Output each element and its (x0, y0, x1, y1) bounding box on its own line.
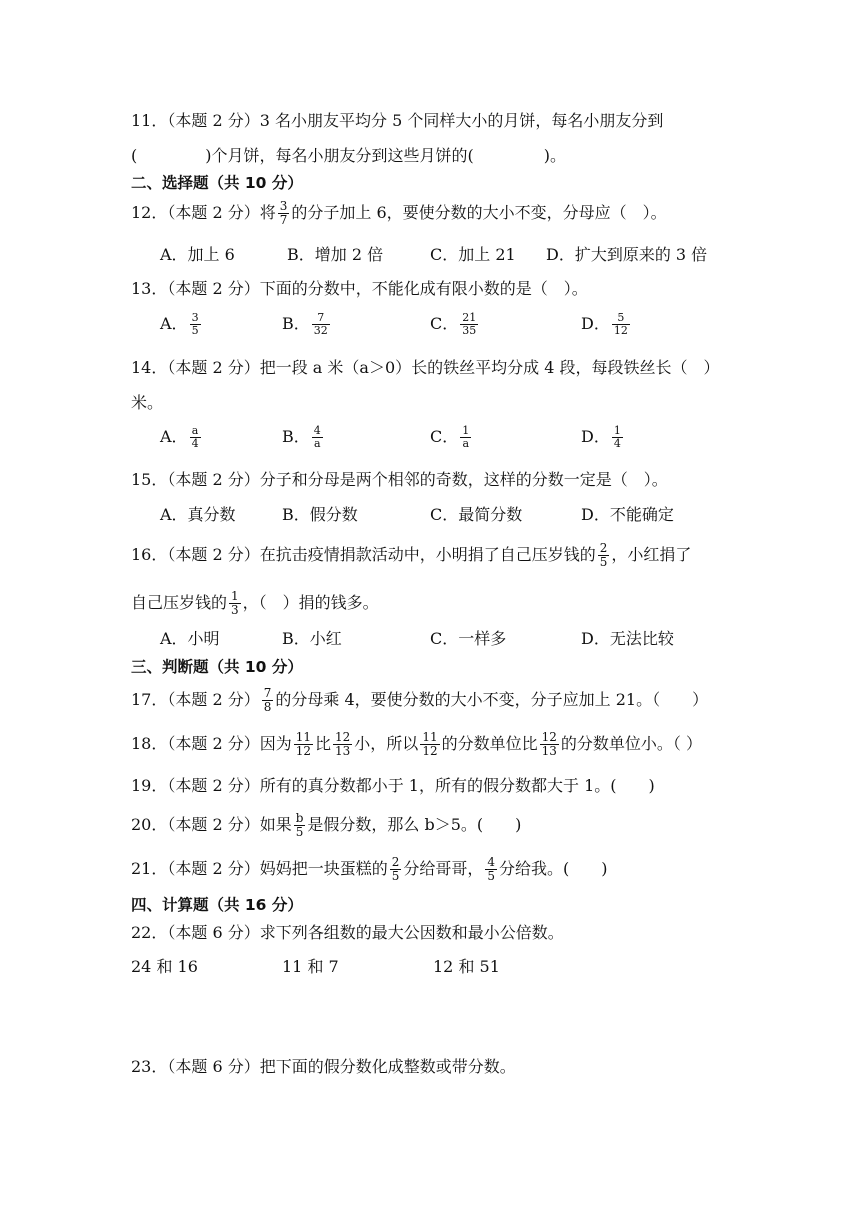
fraction (278, 200, 290, 227)
denominator: 5 (391, 869, 400, 883)
option-label: A． (160, 427, 188, 446)
q13-option-c[interactable] (430, 312, 480, 337)
q14-stem-line2: 米。 (131, 393, 164, 412)
denominator: a (462, 437, 470, 450)
numerator: 3 (279, 199, 288, 213)
q15-option-c[interactable]: C．最简分数 (430, 505, 523, 524)
denominator: 5 (295, 825, 304, 839)
q16-option-d[interactable]: D．无法比较 (581, 629, 674, 648)
q18-stem (131, 727, 702, 761)
denominator: 5 (191, 324, 199, 337)
q18-text1: 比 (315, 734, 332, 753)
denominator: 7 (279, 213, 288, 227)
q11-blank1-open: ( (131, 146, 138, 165)
option-label: C． (430, 314, 459, 333)
q20-stem (131, 808, 521, 842)
q18-text4: 的分数单位小。（ ） (560, 734, 702, 753)
q16-post2: ，（ ）捐的钱多。 (242, 593, 379, 612)
fraction (333, 731, 352, 758)
numerator: 1 (462, 424, 470, 437)
denominator: 35 (462, 324, 477, 337)
q12-option-d[interactable]: D．扩大到原来的 3 倍 (546, 245, 708, 264)
numerator: 12 (541, 730, 557, 744)
q13-option-b[interactable] (282, 312, 332, 337)
fraction (612, 312, 630, 337)
q13-stem: 13．（本题 2 分）下面的分数中，不能化成有限小数的是（ ）。 (131, 279, 588, 298)
q21-post: 分给我。( ) (499, 859, 608, 878)
fraction (294, 812, 306, 839)
denominator: 12 (613, 324, 628, 337)
q22-item: 24 和 16 (131, 957, 198, 976)
fraction (190, 425, 201, 450)
q18-text3: 的分数单位比 (441, 734, 538, 753)
numerator: 1 (613, 424, 621, 437)
q13-option-d[interactable] (581, 312, 632, 337)
q15-stem: 15．（本题 2 分）分子和分母是两个相邻的奇数，这样的分数一定是（ ）。 (131, 470, 668, 489)
denominator: 8 (263, 700, 272, 714)
denominator: 4 (191, 437, 199, 450)
q21-mid: 分给哥哥， (403, 859, 484, 878)
q12-option-c[interactable]: C．加上 21 (430, 245, 516, 264)
q18-text2: 小，所以 (354, 734, 419, 753)
numerator: 11 (295, 730, 311, 744)
fraction (485, 856, 497, 883)
fraction (460, 312, 478, 337)
fraction (390, 856, 402, 883)
q22-stem: 22．（本题 6 分）求下列各组数的最大公因数和最小公倍数。 (131, 923, 564, 942)
q21-stem (131, 852, 608, 886)
option-label: B． (282, 427, 310, 446)
q16-pre2: 自己压岁钱的 (131, 593, 228, 612)
q16-stem-line1 (131, 540, 691, 570)
q22-item: 11 和 7 (282, 957, 339, 976)
fraction (460, 425, 471, 450)
fraction (262, 687, 274, 714)
q17-pre: 17．（本题 2 分） (131, 690, 260, 709)
numerator: 1 (231, 589, 239, 603)
option-label: D． (581, 314, 610, 333)
denominator: 12 (295, 744, 311, 758)
q15-option-d[interactable]: D．不能确定 (581, 505, 674, 524)
q20-pre: 20．（本题 2 分）如果 (131, 815, 292, 834)
denominator: 5 (599, 555, 608, 569)
q14-stem-line1: 14．（本题 2 分）把一段 a 米（a＞0）长的铁丝平均分成 4 段，每段铁丝长（ ） (131, 358, 720, 377)
denominator: 32 (313, 324, 328, 337)
fraction (598, 542, 610, 569)
q16-option-c[interactable]: C．一样多 (430, 629, 507, 648)
numerator: 3 (191, 311, 199, 324)
fraction (612, 425, 623, 450)
numerator: 21 (462, 311, 477, 324)
numerator: 2 (391, 855, 400, 869)
q12-stem (131, 198, 667, 228)
fraction (312, 312, 330, 337)
q12-post: 的分子加上 6，要使分数的大小不变，分母应（ ）。 (291, 203, 667, 222)
denominator: 13 (335, 744, 351, 758)
q23-stem: 23．（本题 6 分）把下面的假分数化成整数或带分数。 (131, 1057, 516, 1076)
numerator: 4 (313, 424, 321, 437)
numerator: a (191, 424, 199, 437)
q11-mid-text: )个月饼，每名小朋友分到这些月饼的( (205, 146, 474, 165)
q21-pre: 21．（本题 2 分）妈妈把一块蛋糕的 (131, 859, 388, 878)
q13-option-a[interactable] (160, 312, 203, 337)
denominator: 5 (487, 869, 496, 883)
option-label: B． (282, 314, 310, 333)
denominator: a (313, 437, 321, 450)
fraction (540, 731, 559, 758)
fraction (420, 731, 439, 758)
section-heading-choice: 二、选择题（共 10 分） (131, 174, 303, 192)
q14-option-d[interactable] (581, 425, 625, 450)
numerator: 7 (317, 311, 325, 324)
numerator: 12 (335, 730, 351, 744)
fraction (312, 425, 323, 450)
q16-option-a[interactable]: A．小明 (160, 629, 220, 648)
q17-post: 的分母乘 4，要使分数的大小不变，分子应加上 21。（ ） (275, 690, 709, 709)
denominator: 3 (231, 603, 239, 617)
denominator: 12 (422, 744, 438, 758)
numerator: 11 (422, 730, 438, 744)
q14-option-a[interactable] (160, 425, 203, 450)
numerator: 7 (263, 686, 272, 700)
q15-option-a[interactable]: A．真分数 (160, 505, 236, 524)
q20-post: 是假分数，那么 b＞5。( ) (307, 815, 522, 834)
q11-end-text: )。 (543, 146, 566, 165)
fraction (190, 312, 201, 337)
q15-option-b[interactable]: B．假分数 (282, 505, 358, 524)
numerator: 5 (617, 311, 625, 324)
q19-stem: 19．（本题 2 分）所有的真分数都小于 1，所有的假分数都大于 1。( ) (131, 776, 655, 795)
q12-option-b[interactable]: B．增加 2 倍 (287, 245, 384, 264)
denominator: 4 (613, 437, 621, 450)
numerator: 2 (599, 541, 608, 555)
option-label: C． (430, 427, 459, 446)
option-label: A． (160, 314, 188, 333)
q18-pre: 18．（本题 2 分）因为 (131, 734, 292, 753)
fraction (294, 731, 313, 758)
q16-stem-line2 (131, 588, 379, 618)
q14-option-b[interactable] (282, 425, 325, 450)
q11-line1: 11．（本题 2 分）3 名小朋友平均分 5 个同样大小的月饼，每名小朋友分到 (131, 111, 664, 130)
numerator: b (295, 811, 304, 825)
q16-option-b[interactable]: B．小红 (282, 629, 342, 648)
q17-stem (131, 683, 708, 717)
q14-option-c[interactable] (430, 425, 473, 450)
q12-option-a[interactable]: A．加上 6 (160, 245, 235, 264)
q11-line2 (131, 145, 566, 167)
denominator: 13 (541, 744, 557, 758)
q12-pre: 12．（本题 2 分）将 (131, 203, 276, 222)
section-heading-judge: 三、判断题（共 10 分） (131, 658, 303, 676)
numerator: 4 (487, 855, 496, 869)
q16-post1: ，小红捐了 (611, 545, 692, 564)
q22-item: 12 和 51 (433, 957, 500, 976)
section-heading-calc: 四、计算题（共 16 分） (131, 896, 303, 914)
q16-pre: 16．（本题 2 分）在抗击疫情捐款活动中，小明捐了自己压岁钱的 (131, 545, 596, 564)
fraction (229, 590, 241, 617)
option-label: D． (581, 427, 610, 446)
